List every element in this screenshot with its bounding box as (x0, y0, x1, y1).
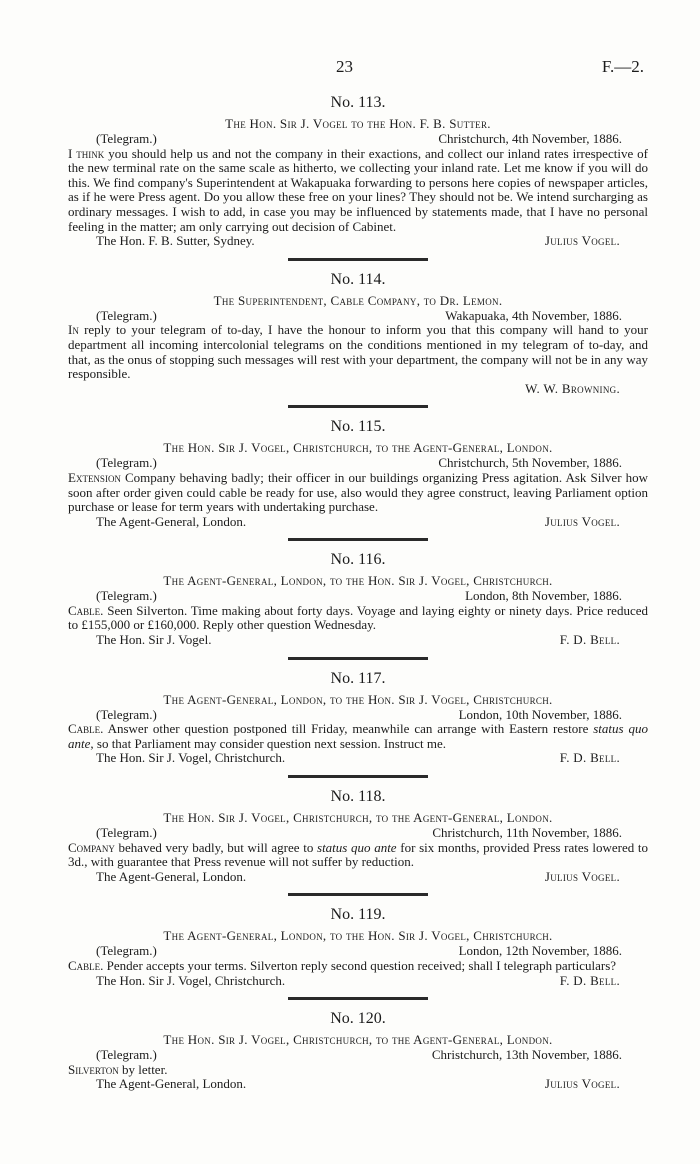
entry-body (68, 959, 648, 974)
entry-addressee: The Agent-General, London. (96, 1076, 247, 1092)
entry-lead-word: Cable. (68, 602, 104, 618)
entry-signoff (68, 515, 648, 530)
section-divider (288, 775, 428, 778)
entry-place-date: London, 8th November, 1886. (465, 588, 622, 604)
entry-body (68, 471, 648, 515)
entry-place-date: Wakapuaka, 4th November, 1886. (445, 307, 622, 323)
entry-number: No. 117. (330, 669, 386, 687)
section-divider (288, 893, 428, 896)
entry-signature: Julius Vogel. (544, 868, 620, 884)
running-header (0, 57, 700, 80)
entry-heading: The Superintendent, Cable Company, to Dr. Lemon. (213, 292, 503, 308)
entry-signoff (68, 870, 648, 885)
entry-118 (68, 788, 648, 884)
entry-addressee: The Hon. Sir J. Vogel, Christchurch. (96, 750, 286, 766)
section-divider (288, 657, 428, 660)
entry-meta (68, 589, 648, 604)
entry-signature: F. D. Bell. (559, 632, 620, 648)
entry-heading: The Hon. Sir J. Vogel to the Hon. F. B. Sutter. (225, 116, 491, 131)
entry-number: No. 116. (330, 551, 386, 569)
entry-signoff (68, 633, 648, 648)
entry-signoff (68, 234, 648, 249)
section-divider (288, 405, 428, 408)
entry-text: reply to your telegram of to-day, I have the honour to inform you that this company will hand to your department all incoming intercolonial telegrams on the conditions mentioned in my telegram of to-day, and that, as the onus of stopping such messages will rest with your department, the company will not be in any way responsible. (68, 322, 648, 382)
entry-signoff (68, 1077, 648, 1092)
entry-114 (68, 271, 648, 397)
entry-body (68, 722, 648, 751)
entry-meta (68, 456, 648, 471)
entry-113 (68, 94, 648, 249)
entry-heading: The Agent-General, London, to the Hon. Sir J. Vogel, Christchurch. (163, 928, 553, 944)
entry-number: No. 114. (330, 270, 386, 288)
entry-signoff (68, 751, 648, 766)
entry-addressee: The Hon. Sir J. Vogel, Christchurch. (96, 972, 286, 988)
entry-addressee: The Agent-General, London. (96, 513, 247, 529)
section-divider (288, 258, 428, 261)
entry-lead-word: Cable. (68, 958, 104, 973)
entry-text: Seen Silverton. Time making about forty days. Voyage and laying eighty or ninety days. Price reduced to £155,000 or £160,000. Reply other question Wednesday. (68, 602, 648, 633)
entry-body (68, 323, 648, 381)
entry-signature: F. D. Bell. (559, 750, 620, 766)
entry-meta (68, 826, 648, 841)
entry-text: by letter. (118, 1061, 168, 1077)
entry-number: No. 120. (330, 1010, 386, 1028)
entry-heading: The Agent-General, London, to the Hon. Sir J. Vogel, Christchurch. (163, 573, 553, 589)
entry-addressee: The Hon. Sir J. Vogel. (96, 632, 212, 648)
entry-115 (68, 418, 648, 529)
entry-lead-word: Cable. (68, 721, 104, 737)
entry-body (68, 841, 648, 870)
entry-place-date: London, 12th November, 1886. (458, 943, 622, 959)
entry-addressee: The Hon. F. B. Sutter, Sydney. (96, 233, 255, 249)
entry-signature: Julius Vogel. (544, 513, 620, 529)
section-divider (288, 538, 428, 541)
entry-kind: (Telegram.) (96, 307, 157, 323)
entry-lead-word: Company (68, 839, 115, 855)
entry-signature: W. W. Browning. (525, 380, 620, 396)
entry-text: Answer other question postponed till Friday, meanwhile can arrange with Eastern restore (103, 721, 594, 737)
entry-kind: (Telegram.) (96, 825, 157, 841)
entry-119 (68, 906, 648, 988)
entry-heading: The Agent-General, London, to the Hon. Sir J. Vogel, Christchurch. (163, 691, 553, 707)
entry-kind: (Telegram.) (96, 131, 157, 146)
entry-kind: (Telegram.) (96, 455, 157, 471)
entry-text: for six months, provided Press rates lowered to 3d., with guarantee that Press revenue will not suffer by reduction. (68, 839, 648, 870)
document-reference: F.—2. (601, 57, 644, 76)
correspondence-list (68, 94, 648, 1092)
section-divider (288, 997, 428, 1000)
entry-text: you should help us and not the company in their exactions, and collect our inland rates irrespective of the new terminal rate on the same scale as hitherto, we collecting your inland rate. Let me know if you will do this. We find company's Superintendent at Wakapuaka forwarding to persons here copies of newspaper articles, as if he were Press agent. Do you allow these free on your lines? They should not be. We intend surcharging as ordinary messages. I wish to add, in case you may be influenced by statements made, that I have no personal feeling in the matter; am only carrying out decision of Cabinet. (68, 145, 648, 234)
entry-meta (68, 309, 648, 324)
entry-signoff (68, 382, 648, 397)
entry-heading: The Hon. Sir J. Vogel, Christchurch, to the Agent-General, London. (163, 1032, 553, 1048)
entry-lead-word: Extension (68, 469, 121, 485)
entry-heading: The Hon. Sir J. Vogel, Christchurch, to the Agent-General, London. (163, 810, 553, 826)
entry-kind: (Telegram.) (96, 706, 157, 722)
entry-text: Pender accepts your terms. Silverton reply second question received; shall I telegraph particulars? (103, 958, 617, 973)
entry-kind: (Telegram.) (96, 1047, 157, 1063)
entry-number: No. 119. (330, 906, 386, 924)
entry-number: No. 113. (330, 94, 386, 111)
entry-body (68, 604, 648, 633)
entry-body (68, 1063, 648, 1078)
entry-117 (68, 670, 648, 766)
entry-120 (68, 1010, 648, 1092)
entry-latin-phrase: status quo ante (68, 721, 648, 751)
entry-place-date: Christchurch, 13th November, 1886. (431, 1047, 622, 1063)
entry-number: No. 115. (330, 418, 386, 436)
entry-place-date: Christchurch, 11th November, 1886. (432, 825, 622, 841)
entry-text: behaved very badly, but will agree to (114, 839, 318, 855)
entry-text: , so that Parliament may consider question next session. Instruct me. (90, 735, 447, 751)
entry-text: Company behaving badly; their officer in our buildings organizing Press agitation. Ask Silver how soon after order given could cable be ready for use, also would they agree construct, leaving Parliament option purchase or lease for term years with undertaking purchase. (68, 469, 648, 515)
page-number: 23 (336, 57, 353, 76)
entry-place-date: London, 10th November, 1886. (458, 706, 622, 722)
entry-116 (68, 551, 648, 647)
entry-place-date: Christchurch, 4th November, 1886. (438, 131, 622, 146)
entry-signature: F. D. Bell. (559, 972, 620, 988)
entry-lead-word: Silverton (68, 1061, 119, 1077)
entry-addressee: The Agent-General, London. (96, 868, 247, 884)
entry-lead-word: In (68, 322, 79, 338)
entry-signature: Julius Vogel. (544, 1076, 620, 1092)
entry-meta (68, 1048, 648, 1063)
entry-latin-phrase: status quo ante (317, 839, 397, 855)
entry-signature: Julius Vogel. (544, 233, 620, 249)
entry-number: No. 118. (330, 788, 386, 806)
entry-meta (68, 708, 648, 723)
entry-kind: (Telegram.) (96, 943, 157, 959)
entry-place-date: Christchurch, 5th November, 1886. (438, 455, 622, 471)
entry-meta (68, 944, 648, 959)
entry-kind: (Telegram.) (96, 588, 157, 604)
entry-signoff (68, 974, 648, 989)
entry-body (68, 147, 648, 235)
entry-heading: The Hon. Sir J. Vogel, Christchurch, to the Agent-General, London. (163, 440, 553, 456)
entry-meta (68, 132, 648, 147)
entry-lead-word: I think (68, 145, 105, 161)
